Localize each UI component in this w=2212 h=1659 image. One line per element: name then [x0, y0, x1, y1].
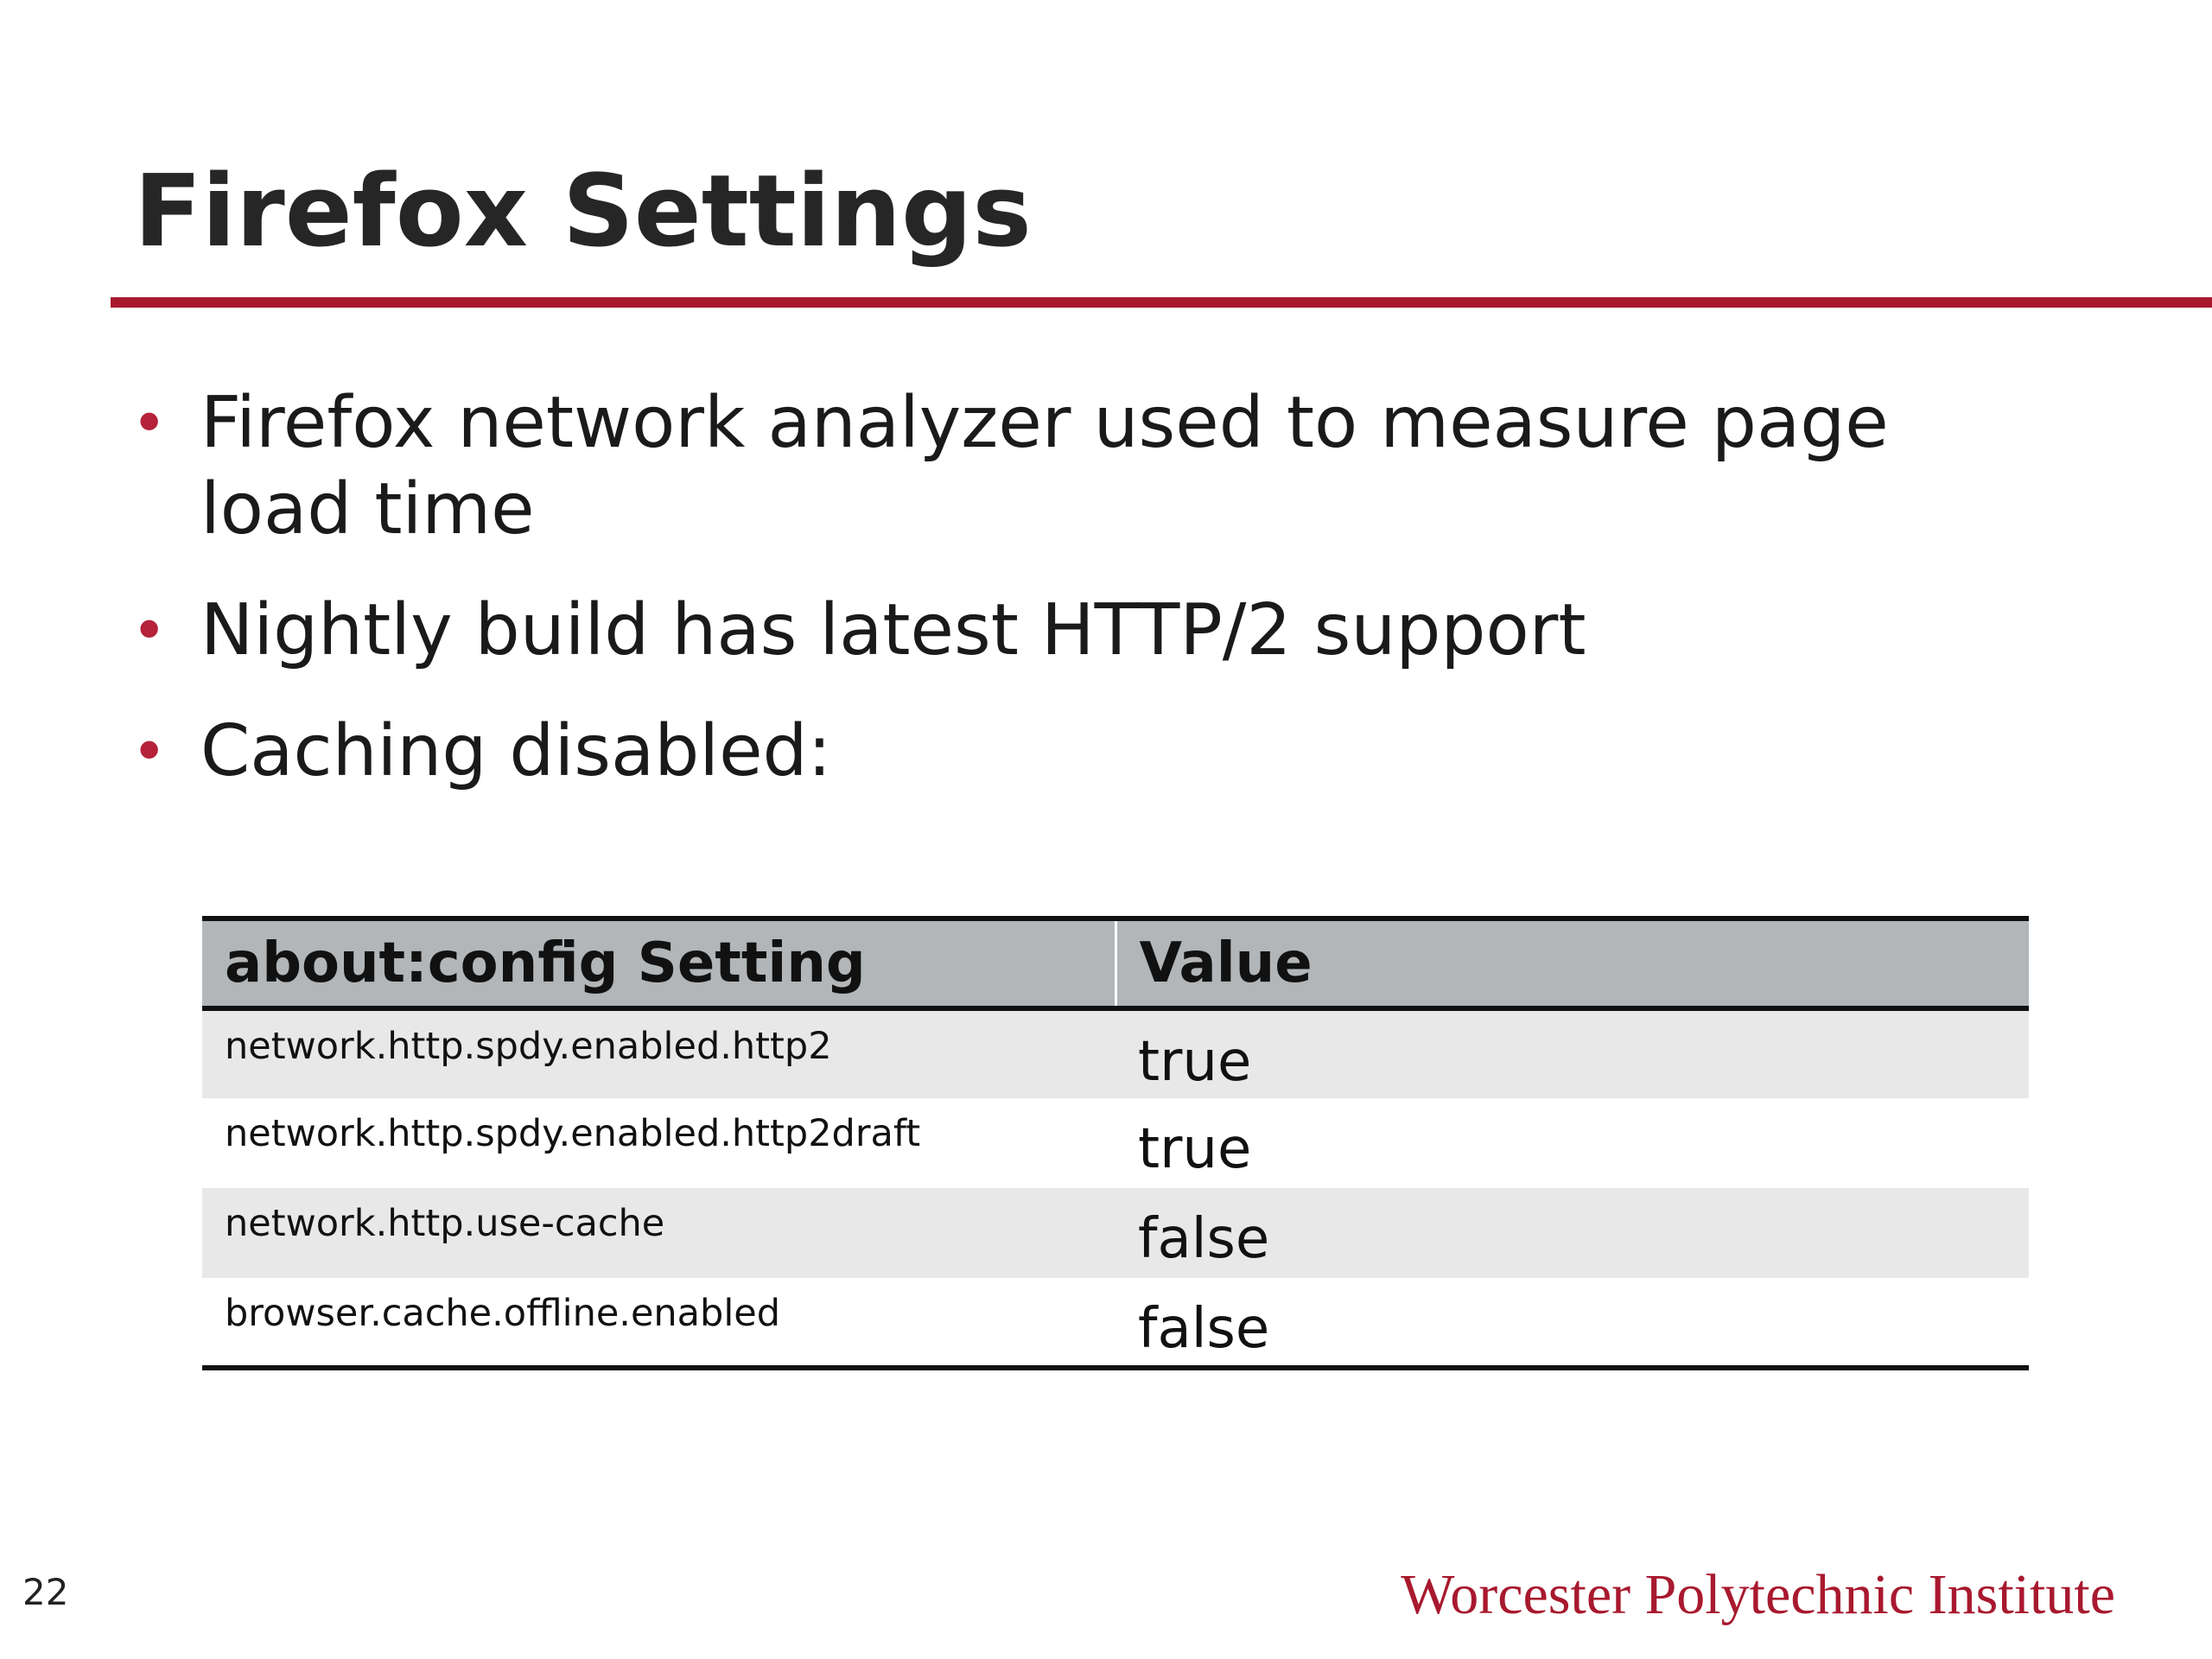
bullet-text: Firefox network analyzer used to measure page load time [200, 382, 1889, 550]
table-row [202, 1008, 2029, 1098]
setting-cell: network.http.use-cache [225, 1202, 665, 1245]
config-settings-table [202, 916, 2029, 1370]
table-row [202, 1098, 2029, 1188]
bullet-item [121, 709, 2022, 795]
bullet-text: Caching disabled: [200, 710, 832, 792]
bullet-item [121, 380, 2022, 553]
table-row [202, 1188, 2029, 1278]
value-cell: false [1138, 1207, 1270, 1271]
bullet-list [121, 380, 2022, 830]
value-cell: true [1138, 1117, 1252, 1181]
bullet-item [121, 588, 2022, 674]
bullet-dot-icon: • [131, 388, 168, 459]
header-value: Value [1116, 918, 2029, 1008]
institution-name: Worcester Polytechnic Institute [1401, 1563, 2115, 1626]
value-cell: true [1138, 1030, 1252, 1094]
table-header-row [202, 918, 2029, 1008]
page-number: 22 [22, 1571, 69, 1613]
setting-cell: browser.cache.offline.enabled [225, 1292, 781, 1335]
setting-cell: network.http.spdy.enabled.http2 [225, 1025, 832, 1068]
bullet-text: Nightly build has latest HTTP/2 support [200, 589, 1586, 671]
title-divider [111, 297, 2212, 308]
slide-title: Firefox Settings [134, 154, 1032, 270]
header-setting: about:config Setting [225, 931, 866, 995]
bullet-dot-icon: • [131, 716, 168, 787]
value-cell: false [1138, 1297, 1270, 1361]
bullet-dot-icon: • [131, 595, 168, 666]
table-row [202, 1278, 2029, 1368]
setting-cell: network.http.spdy.enabled.http2draft [225, 1112, 921, 1155]
